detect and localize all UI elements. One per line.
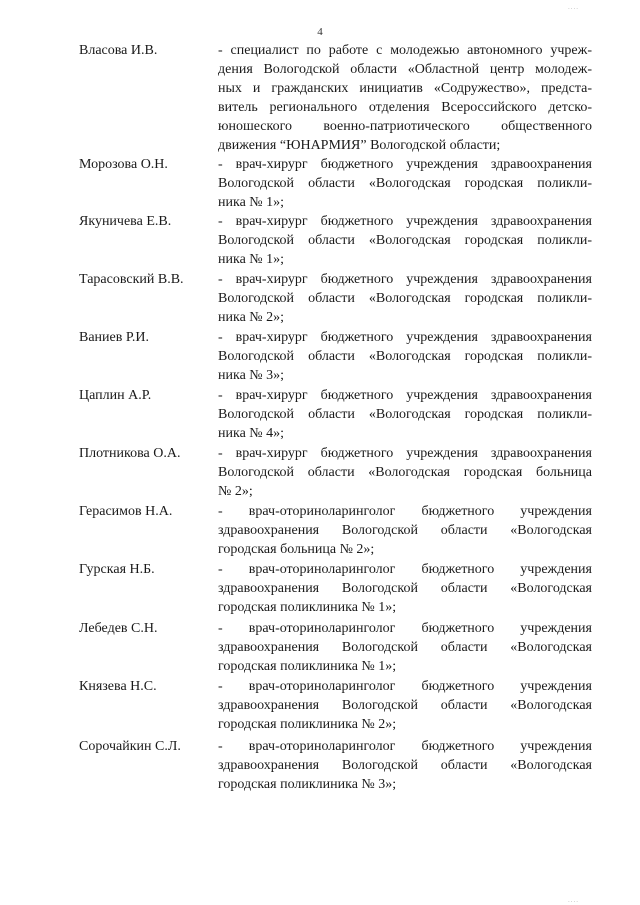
- member-position: [218, 212, 592, 269]
- position-line: городская поликлиника № 1»;: [218, 659, 397, 674]
- member-position: [218, 270, 592, 327]
- position-line: витель регионального отделения Всероссийского детско-: [218, 100, 592, 115]
- position-line: Вологодской области «Вологодская городская поликли-: [218, 349, 592, 364]
- position-line: здравоохранения Вологодской области «Вологодская: [218, 758, 592, 773]
- member-position: [218, 386, 592, 443]
- position-line: ника № 1»;: [218, 195, 285, 210]
- position-line: здравоохранения Вологодской области «Вологодская: [218, 698, 592, 713]
- position-line: Вологодской области «Вологодская городская больница: [218, 465, 592, 480]
- member-name: Якуничева Е.В.: [79, 214, 172, 229]
- position-line: городская поликлиника № 3»;: [218, 777, 397, 792]
- position-line: Вологодской области «Вологодская городская поликли-: [218, 176, 592, 191]
- position-line: ных и гражданских инициатив «Содружество», предста-: [218, 81, 592, 96]
- position-line: Вологодской области «Вологодская городская поликли-: [218, 291, 592, 306]
- member-name: Князева Н.С.: [79, 679, 157, 694]
- member-position: [218, 677, 592, 734]
- member-position: [218, 155, 592, 212]
- position-line: ника № 2»;: [218, 310, 285, 325]
- position-line: городская поликлиника № 1»;: [218, 600, 397, 615]
- position-line: юношеского военно-патриотического общественного: [218, 119, 592, 134]
- member-name: Сорочайкин С.Л.: [79, 739, 181, 754]
- position-line: городская больница № 2»;: [218, 542, 375, 557]
- position-line: - врач-хирург бюджетного учреждения здравоохранения: [218, 388, 592, 403]
- position-line: - врач-хирург бюджетного учреждения здравоохранения: [218, 272, 592, 287]
- position-line: - врач-хирург бюджетного учреждения здравоохранения: [218, 157, 592, 172]
- position-line: движения “ЮНАРМИЯ” Вологодской области;: [218, 138, 501, 153]
- position-line: - врач-оториноларинголог бюджетного учреждения: [218, 621, 592, 636]
- position-line: городская поликлиника № 2»;: [218, 717, 397, 732]
- position-line: - врач-оториноларинголог бюджетного учреждения: [218, 679, 592, 694]
- member-name: Морозова О.Н.: [79, 157, 168, 172]
- position-line: - врач-оториноларинголог бюджетного учреждения: [218, 504, 592, 519]
- member-name: Цаплин А.Р.: [79, 388, 152, 403]
- member-name: Тарасовский В.В.: [79, 272, 184, 287]
- position-line: - врач-хирург бюджетного учреждения здравоохранения: [218, 214, 592, 229]
- member-name: Власова И.В.: [79, 43, 158, 58]
- position-line: ника № 3»;: [218, 368, 285, 383]
- member-position: [218, 619, 592, 676]
- member-position: [218, 502, 592, 559]
- scan-mark-bottom: ....: [568, 896, 579, 904]
- position-line: - специалист по работе с молодежью автономного учреж-: [218, 43, 592, 58]
- member-position: [218, 737, 592, 794]
- member-name: Гурская Н.Б.: [79, 562, 155, 577]
- position-line: - врач-оториноларинголог бюджетного учреждения: [218, 562, 592, 577]
- position-line: - врач-хирург бюджетного учреждения здравоохранения: [218, 446, 592, 461]
- scan-mark-top: ....: [568, 3, 579, 11]
- page-number: 4: [317, 26, 323, 38]
- position-line: Вологодской области «Вологодская городская поликли-: [218, 233, 592, 248]
- position-line: здравоохранения Вологодской области «Вологодская: [218, 523, 592, 538]
- member-position: [218, 41, 592, 155]
- member-position: [218, 328, 592, 385]
- position-line: № 2»;: [218, 484, 253, 499]
- member-name: Лебедев С.Н.: [79, 621, 158, 636]
- member-name: Герасимов Н.А.: [79, 504, 173, 519]
- member-position: [218, 444, 592, 501]
- position-line: ника № 1»;: [218, 252, 285, 267]
- position-line: - врач-хирург бюджетного учреждения здравоохранения: [218, 330, 592, 345]
- position-line: Вологодской области «Вологодская городская поликли-: [218, 407, 592, 422]
- position-line: дения Вологодской области «Областной центр молодеж-: [218, 62, 592, 77]
- position-line: здравоохранения Вологодской области «Вологодская: [218, 640, 592, 655]
- position-line: здравоохранения Вологодской области «Вологодская: [218, 581, 592, 596]
- member-name: Плотникова О.А.: [79, 446, 181, 461]
- member-position: [218, 560, 592, 617]
- position-line: - врач-оториноларинголог бюджетного учреждения: [218, 739, 592, 754]
- position-line: ника № 4»;: [218, 426, 285, 441]
- member-name: Ваниев Р.И.: [79, 330, 150, 345]
